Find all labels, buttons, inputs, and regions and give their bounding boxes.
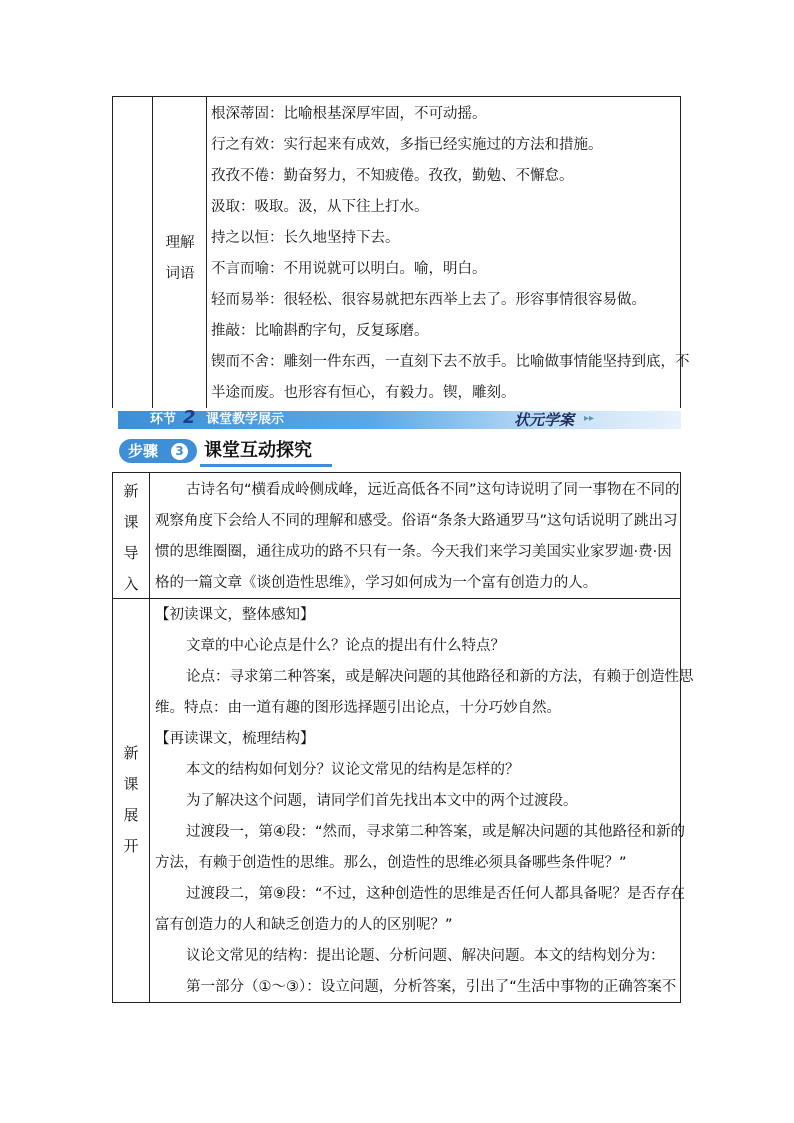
vocab-entry: 行之有效：实行起来有成效，多指已经实施过的方法和措施。 [211,137,603,153]
vocab-entry: 锲而不舍：雕刻一件东西，一直刻下去不放手。比喻做事情能坚持到底，不 [211,354,690,370]
intro-label-char: 入 [123,575,139,593]
intro-label-char: 新 [123,482,139,500]
intro-label [121,476,141,600]
intro-line: 古诗名句“横看成岭侧成峰，远近高低各不同”这句诗说明了同一事物在不同的 [186,482,680,498]
intro-line: 惯的思维圈圈，通往成功的路不只有一条。今天我们来学习美国实业家罗迦·费·因 [155,544,672,560]
intro-line: 格的一篇文章《谈创造性思维》，学习如何成为一个富有创造力的人。 [155,575,598,591]
develop-line: 过渡段二，第⑨段：“不过，这种创造性的思维是否任何人都具备呢？是否存在 [186,886,686,902]
intro-label-char: 导 [123,544,139,562]
intro-line: 观察角度下会给人不同的理解和感受。俗语“条条大路通罗马”这句话说明了跳出习 [155,513,678,529]
develop-line: 本文的结构如何划分？议论文常见的结构是怎样的？ [186,762,520,778]
develop-line: 过渡段一，第④段：“然而，寻求第二种答案，或是解决问题的其他路径和新的 [186,824,686,840]
develop-label-char: 新 [123,744,139,762]
vocab-entry: 推敲：比喻斟酌字句，反复琢磨。 [211,323,429,339]
brand-logo: 状元学案 [514,411,575,429]
develop-line: 富有创造力的人和缺乏创造力的人的区别呢？” [155,917,453,933]
vocab-row-label-line: 理解 [165,235,195,251]
section-heading: 【再读课文，梳理结构】 [155,731,315,747]
banner-label: 环节 [150,412,177,427]
develop-line: 方法，有赖于创造性的思维。那么，创造性的思维必须具备哪些条件呢？” [155,855,627,871]
banner-title: 课堂教学展示 [206,412,285,427]
banner-bar [118,411,681,429]
step-title: 课堂互动探究 [204,440,312,461]
vocab-entry: 持之以恒：长久地坚持下去。 [211,230,400,246]
vocab-entry: 不言而喻：不用说就可以明白。喻，明白。 [211,261,487,277]
develop-line: 文章的中心论点是什么？论点的提出有什么特点？ [186,638,505,654]
section-heading: 【初读课文，整体感知】 [155,607,315,623]
vocab-entry: 孜孜不倦：勤奋努力，不知疲倦。孜孜，勤勉、不懈怠。 [211,168,574,184]
vocab-entry: 轻而易举：很轻松、很容易就把东西举上去了。形容事情很容易做。 [211,292,646,308]
develop-line: 维。特点：由一道有趣的图形选择题引出论点，十分巧妙自然。 [155,700,561,716]
vocab-entry: 汲取：吸取。汲，从下往上打水。 [211,199,429,215]
develop-label-char: 展 [123,806,139,824]
step-label: 步骤 [128,442,159,460]
banner-number: 2 [183,407,196,428]
develop-label-char: 课 [123,775,139,793]
develop-label-char: 开 [123,837,139,855]
double-arrow-icon: ▸▸ [584,413,595,424]
develop-line: 论点：寻求第二种答案，或是解决问题的其他路径和新的方法，有赖于创造性思 [186,669,694,685]
develop-line: 第一部分（①～③）：设立问题，分析答案，引出了“生活中事物的正确答案不 [186,979,677,995]
vocab-entry: 根深蒂固：比喻根基深厚牢固，不可动摇。 [211,106,487,122]
develop-line: 议论文常见的结构：提出论题、分析问题、解决问题。本文的结构划分为： [186,948,665,964]
vocab-entry: 半途而废。也形容有恒心，有毅力。锲，雕刻。 [211,385,516,401]
intro-label-char: 课 [123,513,139,531]
step-number: 3 [171,443,188,460]
vocab-row-label-line: 词语 [165,266,195,282]
step-title-underline [200,464,332,467]
vocab-row-label [163,228,197,290]
develop-line: 为了解决这个问题，请同学们首先找出本文中的两个过渡段。 [186,793,578,809]
develop-label [121,738,141,862]
